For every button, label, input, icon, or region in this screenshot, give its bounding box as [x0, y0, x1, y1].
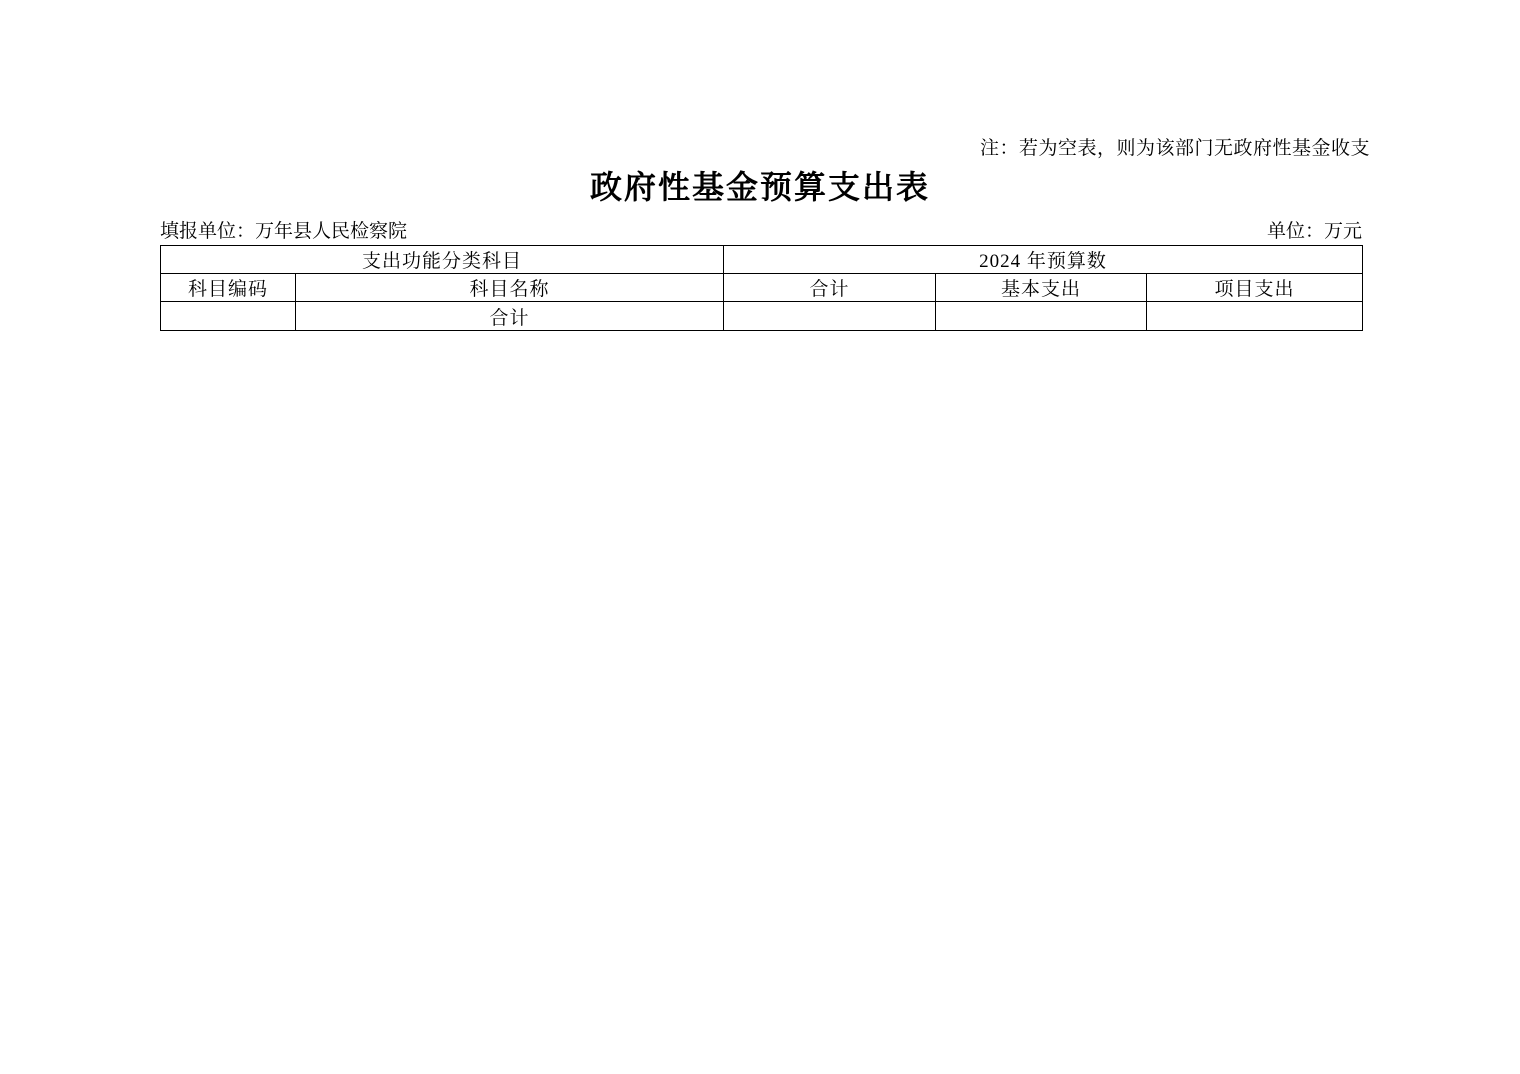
cell-subject-code [161, 302, 296, 331]
budget-table [160, 245, 1363, 331]
column-header-project-expenditure: 项目支出 [1147, 274, 1363, 302]
column-header-total: 合计 [724, 274, 936, 302]
cell-total [724, 302, 936, 331]
empty-table-note: 注：若为空表，则为该部门无政府性基金收支 [979, 138, 1370, 159]
table-row-total [161, 302, 1363, 331]
unit-label: 单位：万元 [1266, 221, 1362, 242]
table-meta-row [160, 216, 1362, 243]
table-column-header-row [161, 274, 1363, 302]
page-title: 政府性基金预算支出表 [589, 169, 930, 205]
cell-basic-expenditure [936, 302, 1147, 331]
column-header-subject-code: 科目编码 [161, 274, 296, 302]
column-header-basic-expenditure: 基本支出 [936, 274, 1147, 302]
cell-subject-name: 合计 [296, 302, 724, 331]
reporting-unit-label: 填报单位：万年县人民检察院 [160, 221, 408, 242]
group-header-function-classification: 支出功能分类科目 [161, 246, 724, 274]
group-header-budget-2024: 2024 年预算数 [724, 246, 1363, 274]
column-header-subject-name: 科目名称 [296, 274, 724, 302]
cell-project-expenditure [1147, 302, 1363, 331]
table-group-header-row [161, 246, 1363, 274]
